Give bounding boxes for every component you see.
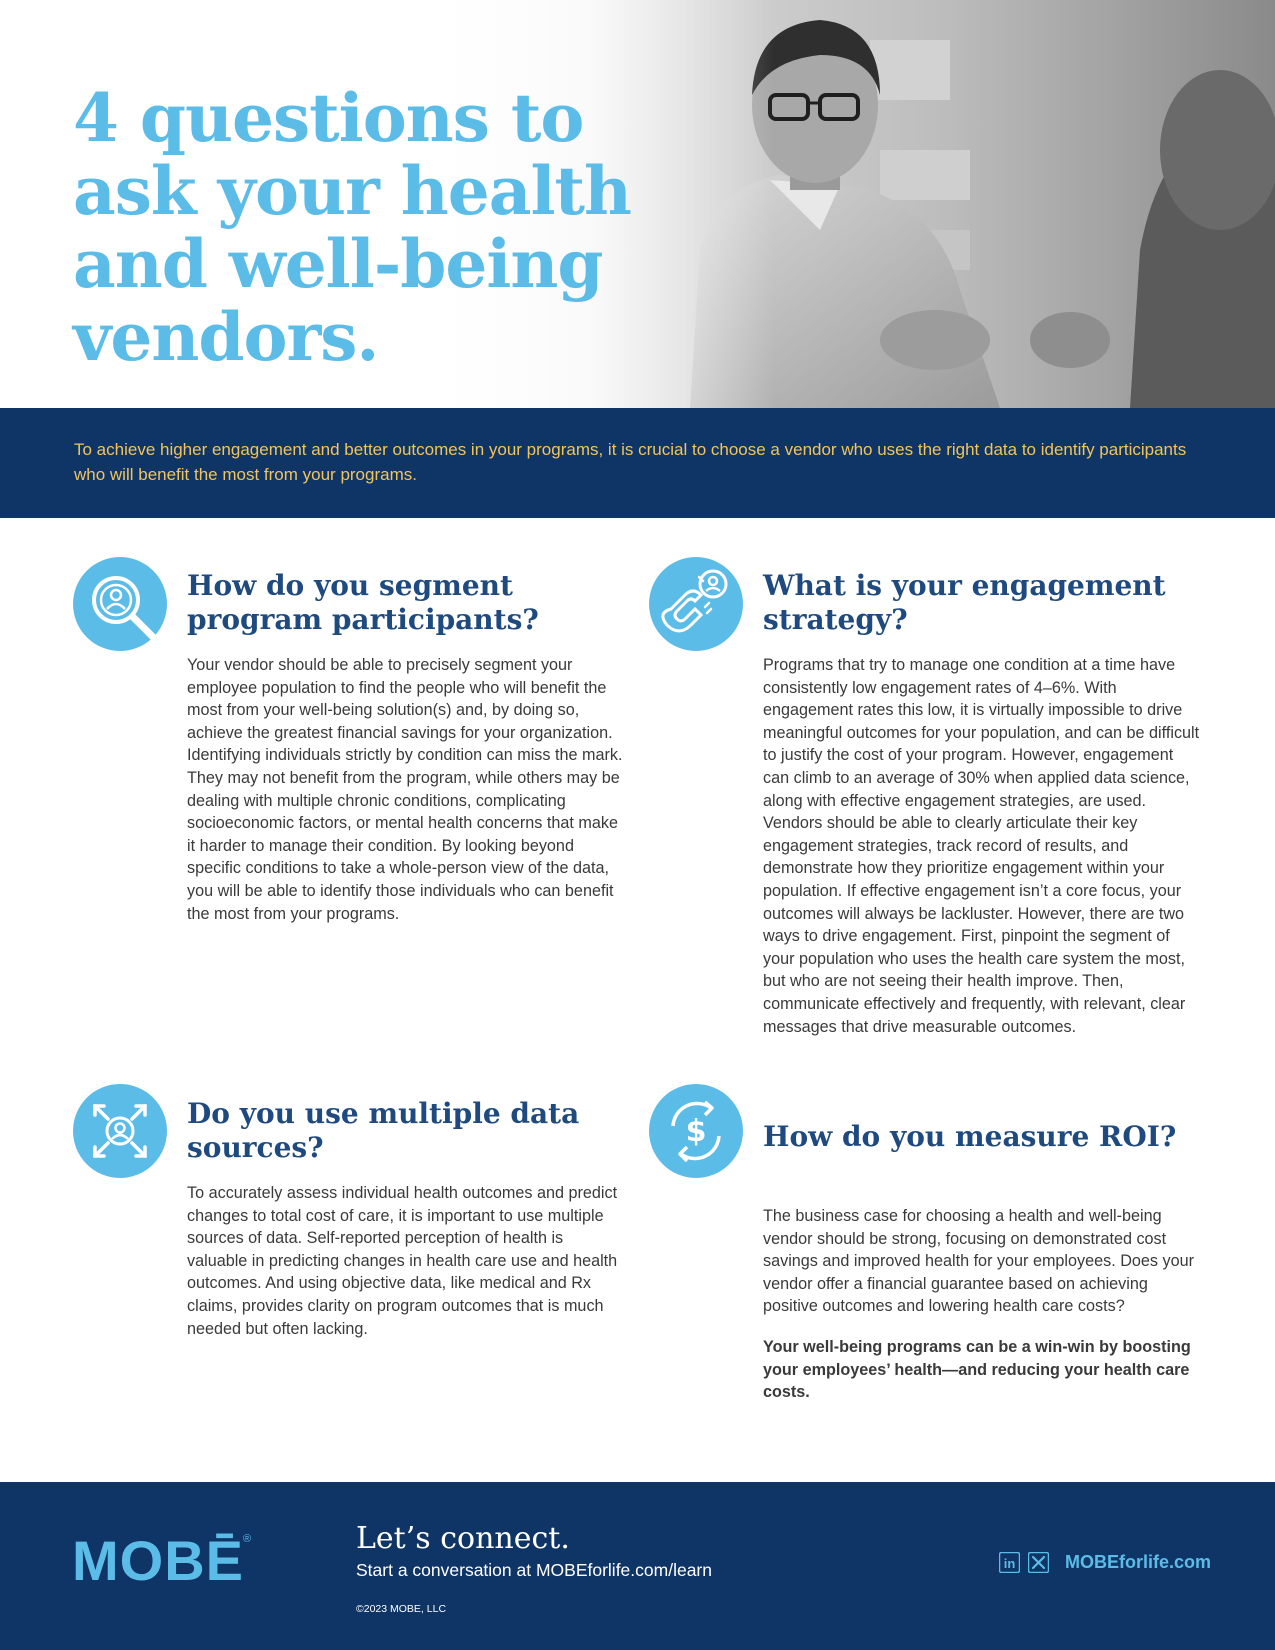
svg-text:$: $ [685,1114,707,1149]
question-1-title: How do you segment program participants? [187,569,539,636]
hero-section [0,0,1275,408]
page-title: 4 questions to ask your health and well-being vendors. [73,79,632,376]
question-4-closing: Your well-being programs can be a win-win by boosting your employees’ health—and reducing your health care costs. [763,1338,1191,1402]
x-twitter-icon[interactable] [1028,1552,1049,1573]
question-3-title: Do you use multiple data sources? [187,1097,580,1164]
cta-text: Start a conversation at MOBEforlife.com/learn [356,1560,712,1580]
intro-band [0,408,1275,518]
search-person-icon [73,557,167,651]
question-4-title: How do you measure ROI? [763,1120,1177,1153]
logo-registered-mark: ® [243,1533,252,1545]
social-links [999,1552,1211,1573]
question-4-body: The business case for choosing a health and well-being vendor should be strong, focusing on demonstrated cost savings and improved health for your employees. Does your vendor offer a financial guarantee based on achieving positive outcomes and lowering health care costs? [763,1207,1194,1316]
question-2-body: Programs that try to manage one condition at a time have consistently low engagement rates of 4–6%. With engagement rates this low, it is virtually impossible to drive meaningful outcomes for your population, and can be difficult to justify the cost of your program. However, engagement can climb to an average of 30% when applied data science, along with effective engagement strategies, are used. Vendors should be able to clearly articulate their key engagement strategies, track record of results, and demonstrate how they prioritize engagement within your population. If effective engagement isn’t a core focus, your outcomes will always be lackluster. However, there are two ways to drive engagement. First, pinpoint the segment of your population who uses the health care system the most, but who are not seeing their health improve. Then, communicate effectively and frequently, with relevant, clear messages that drive measurable outcomes. [763,656,1200,1036]
cta-title: Let’s connect. [356,1521,570,1556]
svg-text:in: in [1003,1556,1016,1571]
footer [0,1482,1275,1650]
question-2-title: What is your engagement strategy? [763,569,1166,636]
intro-text: To achieve higher engagement and better outcomes in your programs, it is crucial to choose a vendor who uses the right data to identify participants who will benefit the most from your programs. [74,440,1187,484]
dollar-cycle-icon [649,1084,743,1178]
question-1-body: Your vendor should be able to precisely segment your employee population to find the people who will benefit the most from your well-being solution(s) and, by doing so, achieve the greatest financial savings for your organization. Identifying individuals strictly by condition can miss the mark. They may not benefit from the program, while others may be dealing with multiple chronic conditions, complicating socioeconomic factors, or mental health concerns that make it harder to manage their condition. By looking beyond specific conditions to take a whole-person view of the data, you will be able to identify those individuals who can benefit the most from your programs. [187,656,623,923]
copyright: ©2023 MOBE, LLC [356,1603,447,1615]
question-3-body: To accurately assess individual health outcomes and predict changes to total cost of care, it is important to use multiple sources of data. Self-reported perception of health is valuable in predicting changes in health care use and health outcomes. And using objective data, like medical and Rx claims, provides clarity on program outcomes that is much needed but often lacking. [187,1184,618,1338]
website-link[interactable]: MOBEforlife.com [1065,1552,1212,1572]
person-arrows-icon [73,1084,167,1178]
logo-wordmark: MOBĒ [72,1529,244,1592]
mobe-logo [72,1522,257,1592]
magnet-person-icon [649,557,743,651]
linkedin-icon[interactable] [999,1552,1020,1573]
